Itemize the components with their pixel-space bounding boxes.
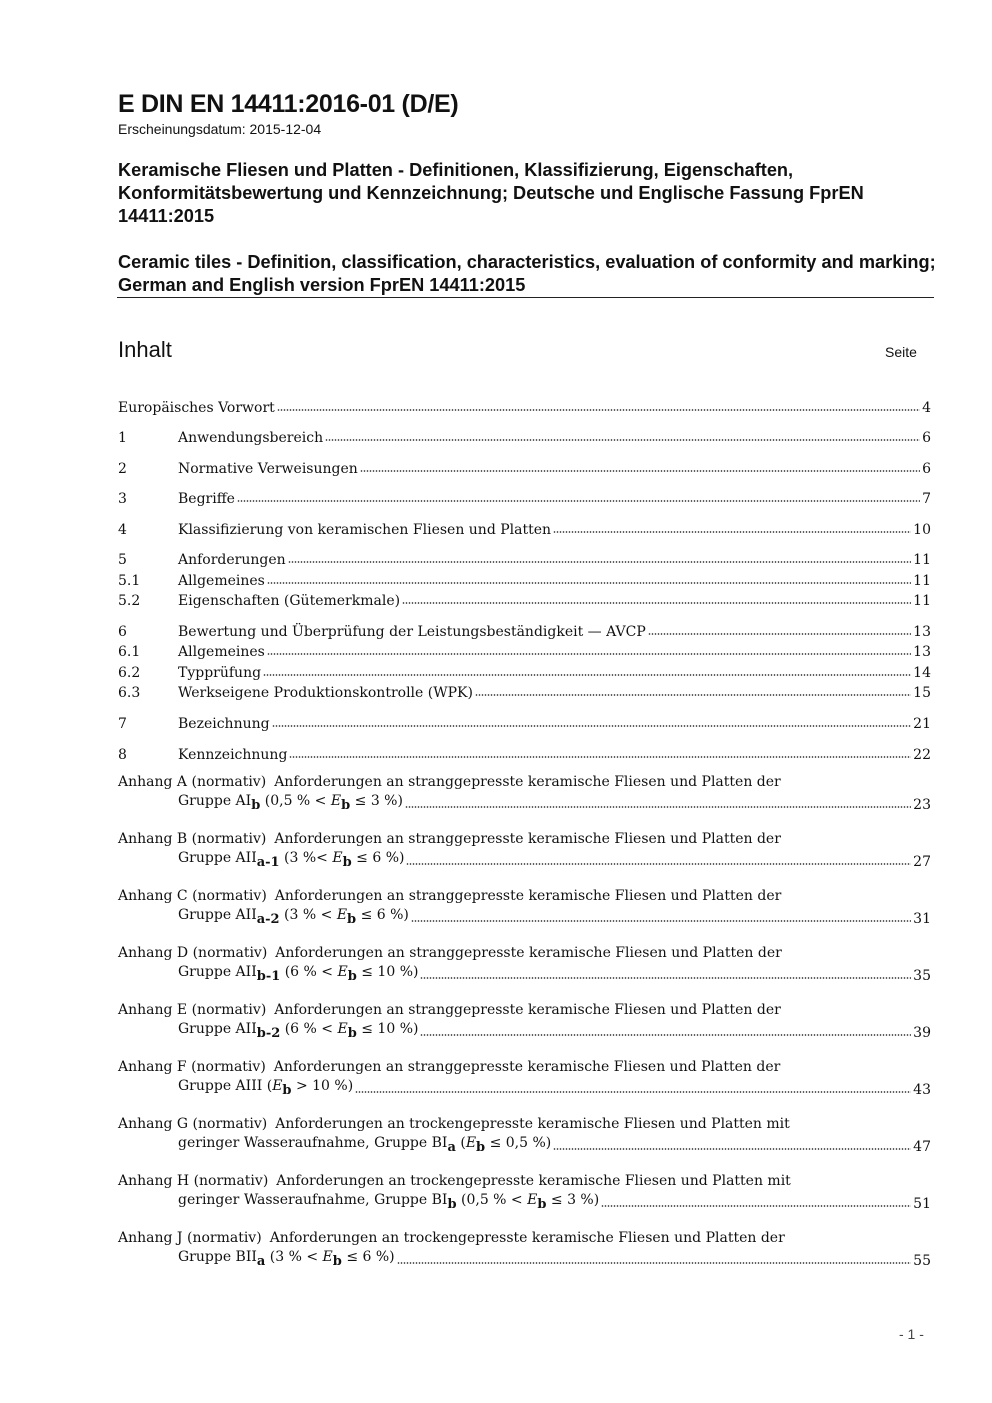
annex-title: Anforderungen an stranggepresste keramische Fliesen und Platten der (275, 945, 782, 961)
annex-title: Anforderungen an stranggepresste keramische Fliesen und Platten der (273, 1059, 781, 1075)
toc-entry-title: Werkseigene Produktionskontrolle (WPK) (178, 685, 473, 701)
toc-entry-page: 6 (922, 430, 931, 446)
toc-entry-page: 4 (922, 400, 931, 416)
annex-group: Gruppe $AII_{a-1}$ (3 %< $E_b \le 6$ %) (178, 850, 405, 870)
toc-entry[interactable] (118, 487, 931, 507)
annex-entry[interactable] (118, 772, 781, 792)
toc-entry-title: Bezeichnung (178, 716, 270, 732)
annex-label: Anhang H (normativ) (118, 1173, 269, 1189)
annex-page: 55 (913, 1253, 931, 1269)
toc-entry-number: 1 (118, 430, 127, 446)
toc-entry-title: Bewertung und Überprüfung der Leistungsbeständigkeit — AVCP (178, 624, 646, 640)
dot-leader (420, 976, 911, 980)
dot-leader (553, 1147, 911, 1151)
toc-entry-page: 7 (922, 491, 931, 507)
dot-leader (420, 1033, 911, 1037)
toc-entry-title: Anwendungsbereich (178, 430, 324, 446)
dot-leader (267, 581, 911, 585)
annex-title: Anforderungen an stranggepresste keramische Fliesen und Platten der (274, 1002, 781, 1018)
annex-entry[interactable] (118, 1228, 785, 1248)
annex-label: Anhang D (normativ) (118, 945, 268, 961)
toc-entry[interactable] (118, 712, 931, 732)
annex-entry-line2[interactable] (178, 1078, 931, 1098)
annex-group: Gruppe $AII_{a-2}$ (3 % < $E_b \le 6$ %) (178, 907, 409, 927)
annex-title: Anforderungen an stranggepresste keramische Fliesen und Platten der (274, 888, 782, 904)
dot-leader (263, 673, 911, 677)
annex-entry[interactable] (118, 1000, 781, 1020)
annex-group: Gruppe $AI_b$ (0,5 % < $E_b \le 3$ %) (178, 793, 403, 813)
toc-entry-page: 21 (913, 716, 931, 732)
dot-leader (601, 1204, 911, 1208)
toc-entry[interactable] (118, 589, 931, 609)
toc-entry-page: 11 (913, 573, 931, 589)
annex-entry-line2[interactable] (178, 793, 931, 813)
toc-entry-page: 22 (913, 747, 931, 763)
toc-entry-number: 3 (118, 491, 127, 507)
annex-label: Anhang J (normativ) (118, 1230, 262, 1246)
annex-entry[interactable] (118, 1171, 791, 1191)
dot-leader (360, 469, 920, 473)
dot-leader (405, 805, 911, 809)
dot-leader (288, 560, 912, 564)
toc-entry[interactable] (118, 396, 931, 416)
toc-entry-page: 15 (913, 685, 931, 701)
annex-page: 31 (913, 911, 931, 927)
toc-entry[interactable] (118, 661, 931, 681)
annex-page: 39 (913, 1025, 931, 1041)
toc-entry-page: 13 (913, 644, 931, 660)
toc-entry-number: 6.1 (118, 644, 141, 660)
annex-group: Gruppe AIII ($E_b > 10$ %) (178, 1078, 354, 1098)
toc-entry-number: 5.1 (118, 573, 141, 589)
dot-leader (325, 438, 920, 442)
toc-entry-page: 14 (913, 665, 931, 681)
annex-entry[interactable] (118, 1057, 780, 1077)
toc-entry-page: 6 (922, 461, 931, 477)
annex-page: 27 (913, 854, 931, 870)
annex-label: Anhang F (normativ) (118, 1059, 266, 1075)
toc-entry-page: 11 (913, 552, 931, 568)
annex-page: 35 (913, 968, 931, 984)
dot-leader (237, 499, 920, 503)
title-english: Ceramic tiles - Definition, classification, characteristics, evaluation of conformity and marking; German and English version FprEN 14411:2015 (118, 252, 936, 295)
toc-entry[interactable] (118, 743, 931, 763)
toc-entry-number: 2 (118, 461, 127, 477)
dot-leader (475, 693, 911, 697)
toc-entry-title: Eigenschaften (Gütemerkmale) (178, 593, 401, 609)
document-id: E DIN EN 14411:2016-01 (D/E) (118, 90, 459, 118)
dot-leader (267, 652, 911, 656)
toc-entry-number: 6.3 (118, 685, 141, 701)
toc-entry[interactable] (118, 681, 931, 701)
annex-title: Anforderungen an trockengepresste keramische Fliesen und Platten der (269, 1230, 785, 1246)
dot-leader (289, 755, 911, 759)
annex-entry[interactable] (118, 943, 782, 963)
annex-label: Anhang G (normativ) (118, 1116, 268, 1132)
annex-group: geringer Wasseraufnahme, Gruppe $BI_b$ (0,5 % < $E_b \le 3$ %) (178, 1192, 600, 1212)
annex-label: Anhang E (normativ) (118, 1002, 267, 1018)
annex-entry-line2[interactable] (178, 1135, 931, 1155)
annex-entry-line2[interactable] (178, 1249, 931, 1269)
toc-entry-title: Europäisches Vorwort (118, 400, 275, 416)
toc-entry-number: 8 (118, 747, 127, 763)
toc-entry[interactable] (118, 548, 931, 568)
annex-entry-line2[interactable] (178, 907, 931, 927)
toc-entry-page: 10 (913, 522, 931, 538)
annex-label: Anhang B (normativ) (118, 831, 267, 847)
toc-entry[interactable] (118, 569, 931, 589)
page-number: - 1 - (899, 1326, 924, 1342)
toc-entry-title: Kennzeichnung (178, 747, 288, 763)
dot-leader (402, 601, 911, 605)
toc-entry[interactable] (118, 426, 931, 446)
annex-entry-line2[interactable] (178, 964, 931, 984)
dot-leader (277, 408, 920, 412)
toc-entry-page: 13 (913, 624, 931, 640)
annex-entry[interactable] (118, 886, 781, 906)
toc-entry-title: Allgemeines (178, 644, 265, 660)
annex-title: Anforderungen an trockengepresste keramische Fliesen und Platten mit (276, 1173, 791, 1189)
annex-entry-line2[interactable] (178, 850, 931, 870)
toc-entry-number: 6 (118, 624, 127, 640)
annex-title: Anforderungen an stranggepresste keramische Fliesen und Platten der (274, 831, 781, 847)
toc-entry-number: 6.2 (118, 665, 141, 681)
annex-group: Gruppe $AII_{b-1}$ (6 % < $E_b \le 10$ %) (178, 964, 419, 984)
annex-page: 51 (913, 1196, 931, 1212)
annex-page: 43 (913, 1082, 931, 1098)
toc-entry-title: Anforderungen (178, 552, 286, 568)
toc-entry-title: Begriffe (178, 491, 235, 507)
annex-entry[interactable] (118, 1114, 790, 1134)
publication-date: Erscheinungsdatum: 2015-12-04 (118, 121, 322, 137)
dot-leader (397, 1261, 912, 1265)
annex-group: geringer Wasseraufnahme, Gruppe $BI_a$ ($E_b \le 0,5$ %) (178, 1135, 552, 1155)
annex-group: Gruppe $BII_a$ (3 % < $E_b \le 6$ %) (178, 1249, 395, 1269)
toc-entry-number: 4 (118, 522, 127, 538)
toc-heading: Inhalt (118, 337, 172, 362)
page-column-label: Seite (885, 344, 917, 360)
dot-leader (272, 724, 912, 728)
annex-label: Anhang C (normativ) (118, 888, 267, 904)
toc-entry[interactable] (118, 518, 931, 538)
annex-entry-line2[interactable] (178, 1021, 931, 1041)
annex-group: Gruppe $AII_{b-2}$ (6 % < $E_b \le 10$ %) (178, 1021, 419, 1041)
header-divider (117, 297, 934, 298)
annex-page: 47 (913, 1139, 931, 1155)
toc-entry-title: Allgemeines (178, 573, 265, 589)
toc-entry-title: Typprüfung (178, 665, 262, 681)
toc-entry[interactable] (118, 620, 931, 640)
toc-entry[interactable] (118, 457, 931, 477)
dot-leader (648, 632, 911, 636)
dot-leader (355, 1090, 911, 1094)
dot-leader (411, 919, 911, 923)
annex-entry-line2[interactable] (178, 1192, 931, 1212)
title-german: Keramische Fliesen und Platten - Definitionen, Klassifizierung, Eigenschaften, Konformitätsbewertung und Kennzeichnung; Deutsche und Englische Fassung FprEN 14411:2015 (118, 160, 864, 226)
annex-title: Anforderungen an trockengepresste keramische Fliesen und Platten mit (275, 1116, 790, 1132)
toc-entry-title: Normative Verweisungen (178, 461, 358, 477)
annex-page: 23 (913, 797, 931, 813)
toc-entry-number: 5 (118, 552, 127, 568)
annex-label: Anhang A (normativ) (118, 774, 267, 790)
toc-entry-number: 7 (118, 716, 127, 732)
toc-entry-title: Klassifizierung von keramischen Fliesen und Platten (178, 522, 552, 538)
toc-entry-number: 5.2 (118, 593, 141, 609)
toc-entry-page: 11 (913, 593, 931, 609)
annex-entry[interactable] (118, 829, 781, 849)
dot-leader (553, 530, 911, 534)
dot-leader (406, 862, 911, 866)
toc-entry[interactable] (118, 640, 931, 660)
annex-title: Anforderungen an stranggepresste keramische Fliesen und Platten der (274, 774, 781, 790)
